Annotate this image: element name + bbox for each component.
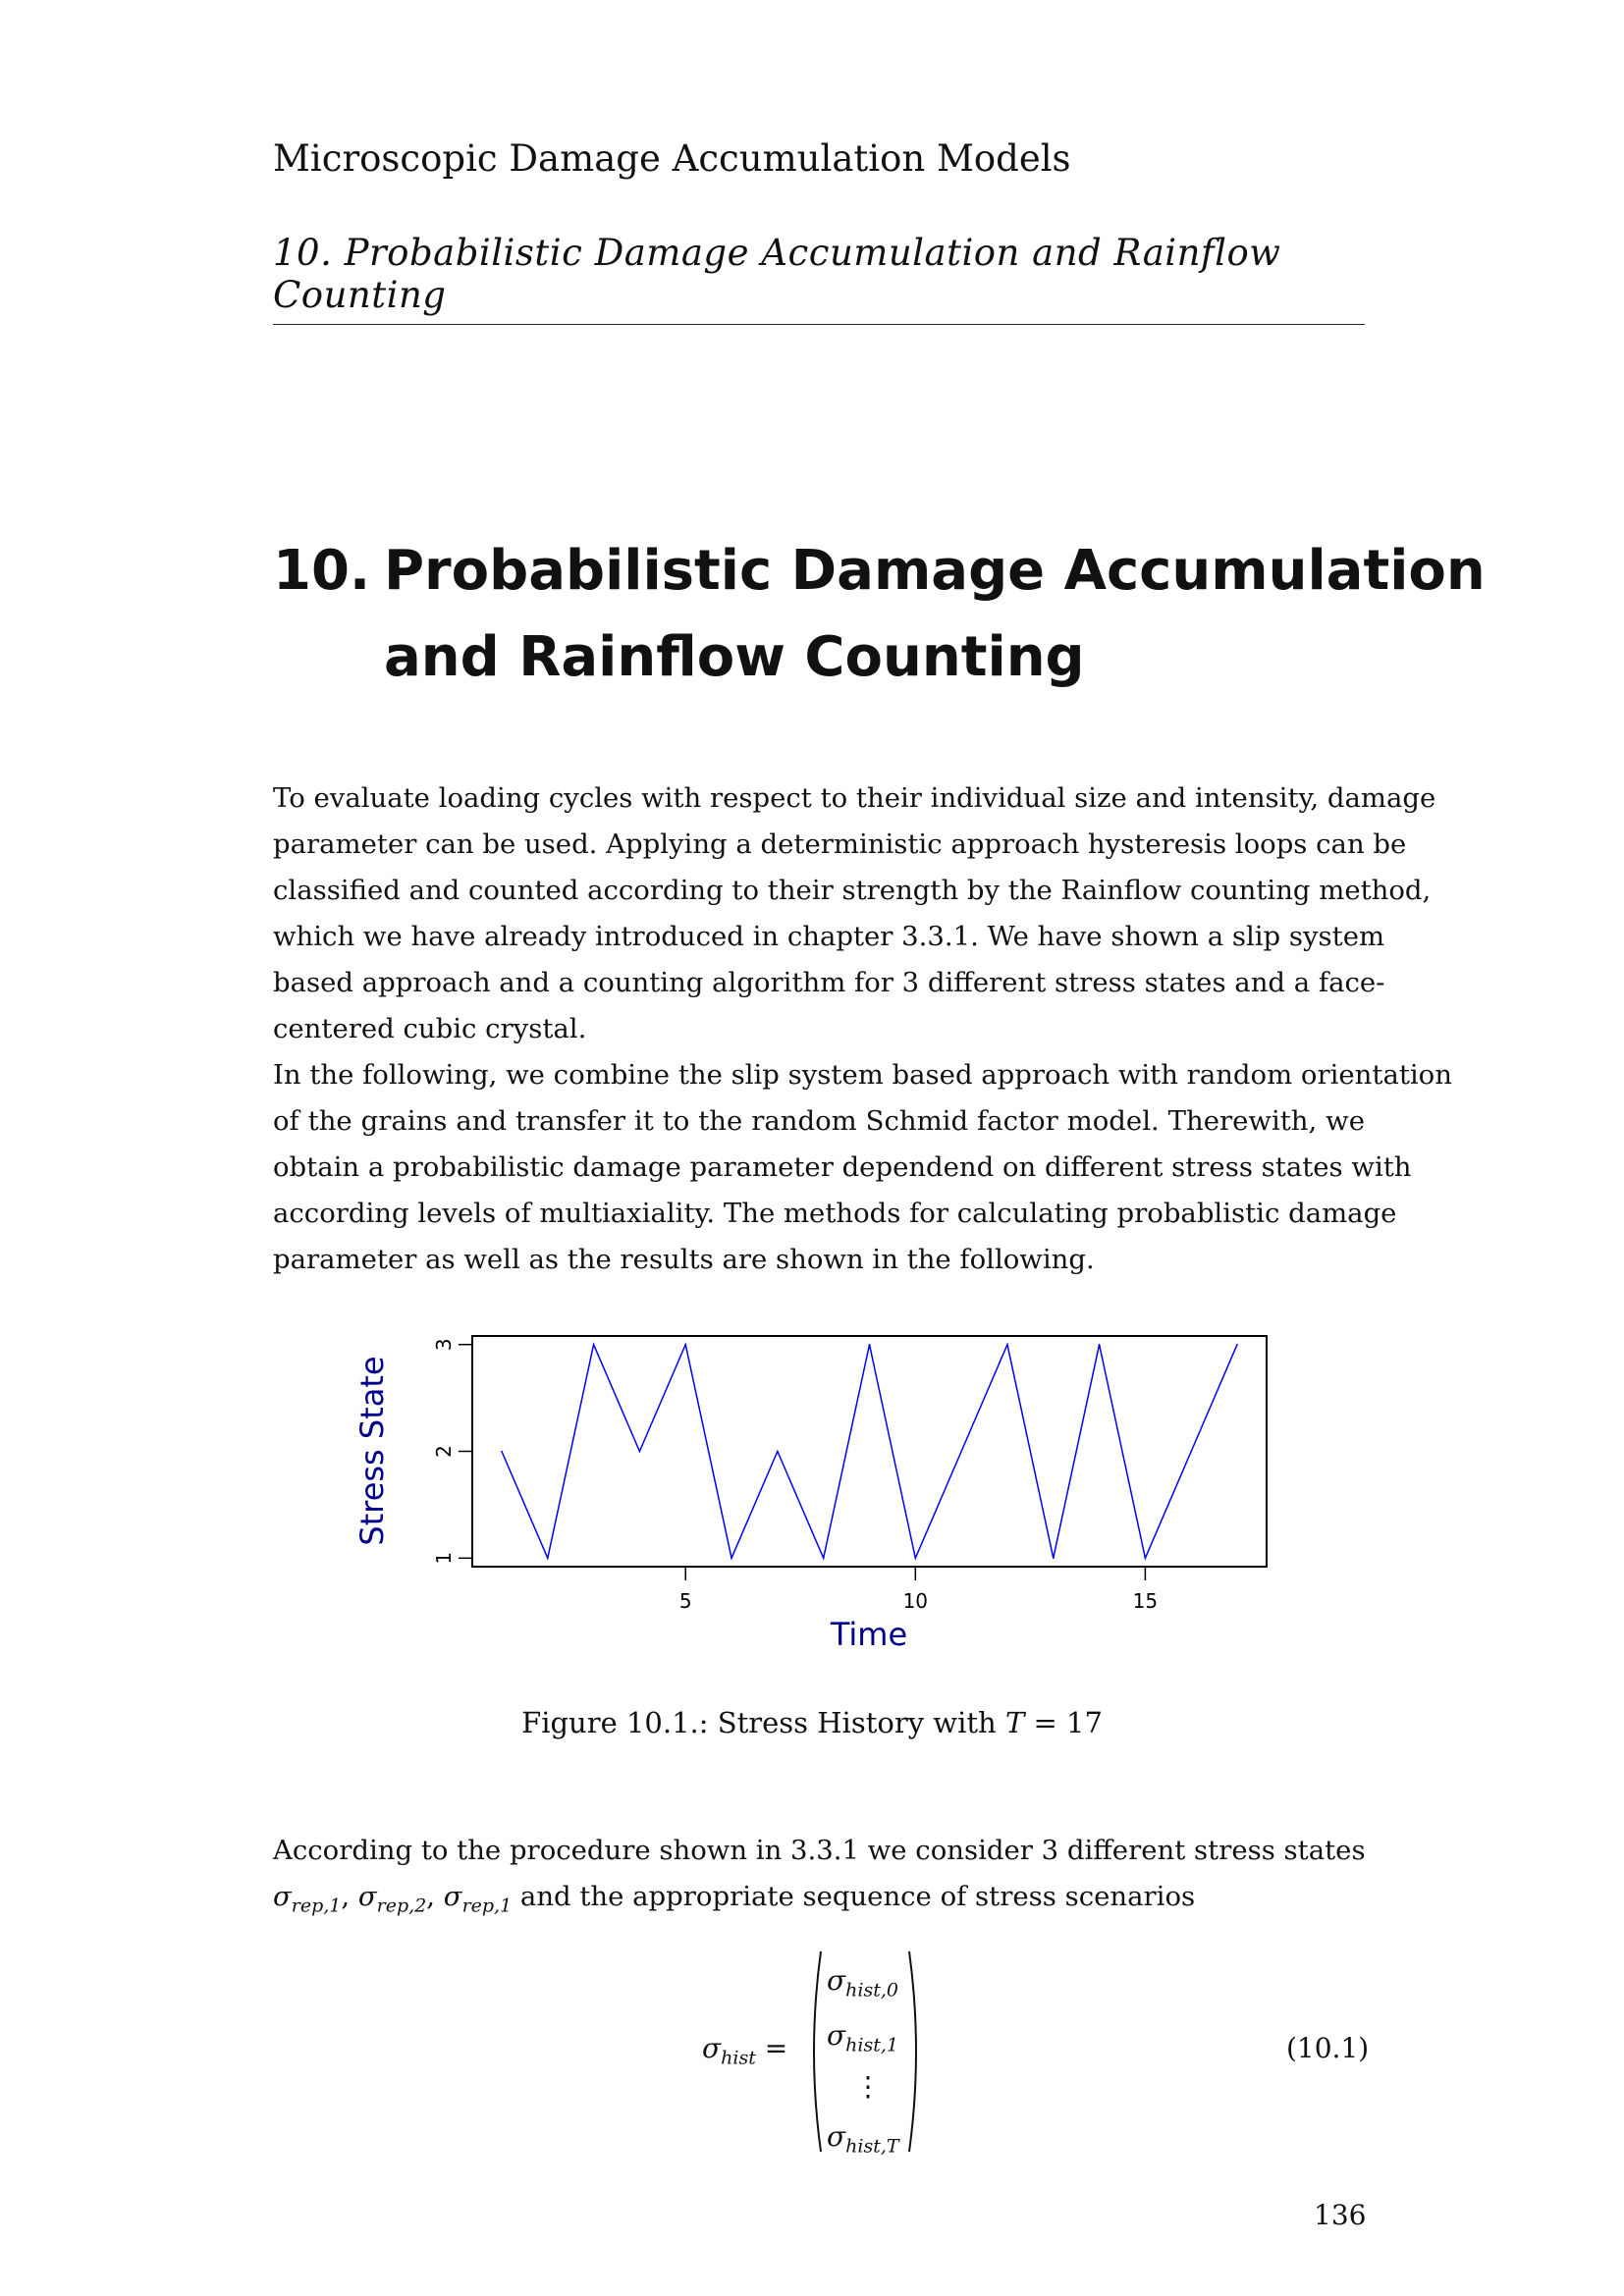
text-line: according levels of multiaxiality. The methods for calculating probablistic damage [273,1198,1397,1229]
subscript: rep,2 [376,1895,427,1917]
y-tick-label: 3 [432,1338,456,1352]
x-axis-label: Time [830,1616,908,1653]
subscript: hist,T [845,2135,899,2158]
equation-number: (10.1) [1286,2032,1370,2064]
data-point [1099,1344,1101,1346]
data-point [731,1557,732,1559]
text-line: parameter as well as the results are shown in the following. [273,1244,1095,1275]
data-point [1145,1557,1147,1559]
equals: = [764,2032,788,2064]
sigma: σ [357,1881,377,1912]
chapter-number: 10. [273,539,371,603]
caption-variable: T [1004,1706,1025,1739]
subscript: rep,1 [461,1895,513,1917]
subscript: hist,0 [845,1979,898,2002]
body-paragraph-3 [273,1828,1365,1920]
chapter-title [273,528,1486,701]
stress-series-line [502,1345,1237,1559]
sigma: σ [827,1964,846,1997]
data-point [960,1451,962,1453]
text-line: obtain a probabilistic damage parameter dependend on different stress states with [273,1151,1412,1183]
caption-prefix: Figure 10.1.: Stress History with [521,1706,1005,1739]
subscript: hist,1 [845,2034,898,2056]
subscript: rep,1 [291,1895,342,1917]
y-tick-label: 1 [432,1551,456,1565]
data-point [823,1557,825,1559]
sigma: σ [702,2032,722,2064]
body-paragraphs [273,775,1452,1283]
plot-frame [472,1336,1267,1567]
text-line: based approach and a counting algorithm for 3 different stress states and a face- [273,967,1385,998]
sigma: σ [273,1881,292,1912]
figure-caption [0,1706,1624,1739]
running-title: Microscopic Damage Accumulation Models [273,137,1071,180]
left-paren-icon [805,1949,825,2155]
data-point [869,1344,871,1346]
x-tick-label: 15 [1132,1589,1159,1613]
data-point [1053,1557,1055,1559]
page-number: 136 [1314,2199,1367,2231]
data-point [593,1344,595,1346]
text-line: $\sigma_{rep,1}$, $\sigma_{rep,2}$, $\sigma_{rep,1}$ and the appropriate sequence of stress scenarios [273,1881,1196,1917]
text-line: parameter can be used. Applying a deterministic approach hysteresis loops can be [273,828,1407,860]
sigma: σ [827,2120,846,2154]
sigma: σ [827,2018,846,2052]
x-tick-label: 10 [902,1589,929,1613]
x-tick-label: 5 [678,1589,692,1613]
vdots: ⋮ [854,2070,882,2104]
chapter-title-line1: Probabilistic Damage Accumulation [384,539,1486,603]
text: and the appropriate sequence of stress scenarios [512,1881,1196,1912]
y-axis-label: Stress State [353,1356,391,1546]
y-tick-label: 2 [432,1445,456,1458]
data-point [1006,1344,1008,1346]
text-line: In the following, we combine the slip system based approach with random orientation [273,1059,1452,1091]
data-point [501,1451,503,1453]
data-point [1190,1451,1192,1453]
caption-suffix: = 17 [1024,1706,1103,1739]
sigma: σ [443,1881,462,1912]
text-line: of the grains and transfer it to the random Schmid factor model. Therewith, we [273,1105,1365,1137]
text-line: which we have already introduced in chapter 3.3.1. We have shown a slip system [273,921,1385,952]
chapter-title-line2: and Rainflow Counting [384,625,1085,689]
text-line: To evaluate loading cycles with respect to their individual size and intensity, damage [273,782,1436,814]
text-line: According to the procedure shown in 3.3.1 we consider 3 different stress states [273,1835,1366,1866]
data-point [684,1344,686,1346]
text-line: classified and counted according to their strength by the Rainflow counting method, [273,875,1432,906]
right-paren-icon [905,1949,925,2155]
data-point [777,1451,779,1453]
data-point [547,1557,549,1559]
subscript: hist [721,2047,756,2069]
data-point [915,1557,917,1559]
data-point [1236,1344,1238,1346]
text-line: centered cubic crystal. [273,1013,587,1044]
stress-history-chart [334,1315,1296,1669]
chapter-header: 10. Probabilistic Damage Accumulation and Rainflow Counting [273,232,1365,325]
data-point [639,1451,641,1453]
